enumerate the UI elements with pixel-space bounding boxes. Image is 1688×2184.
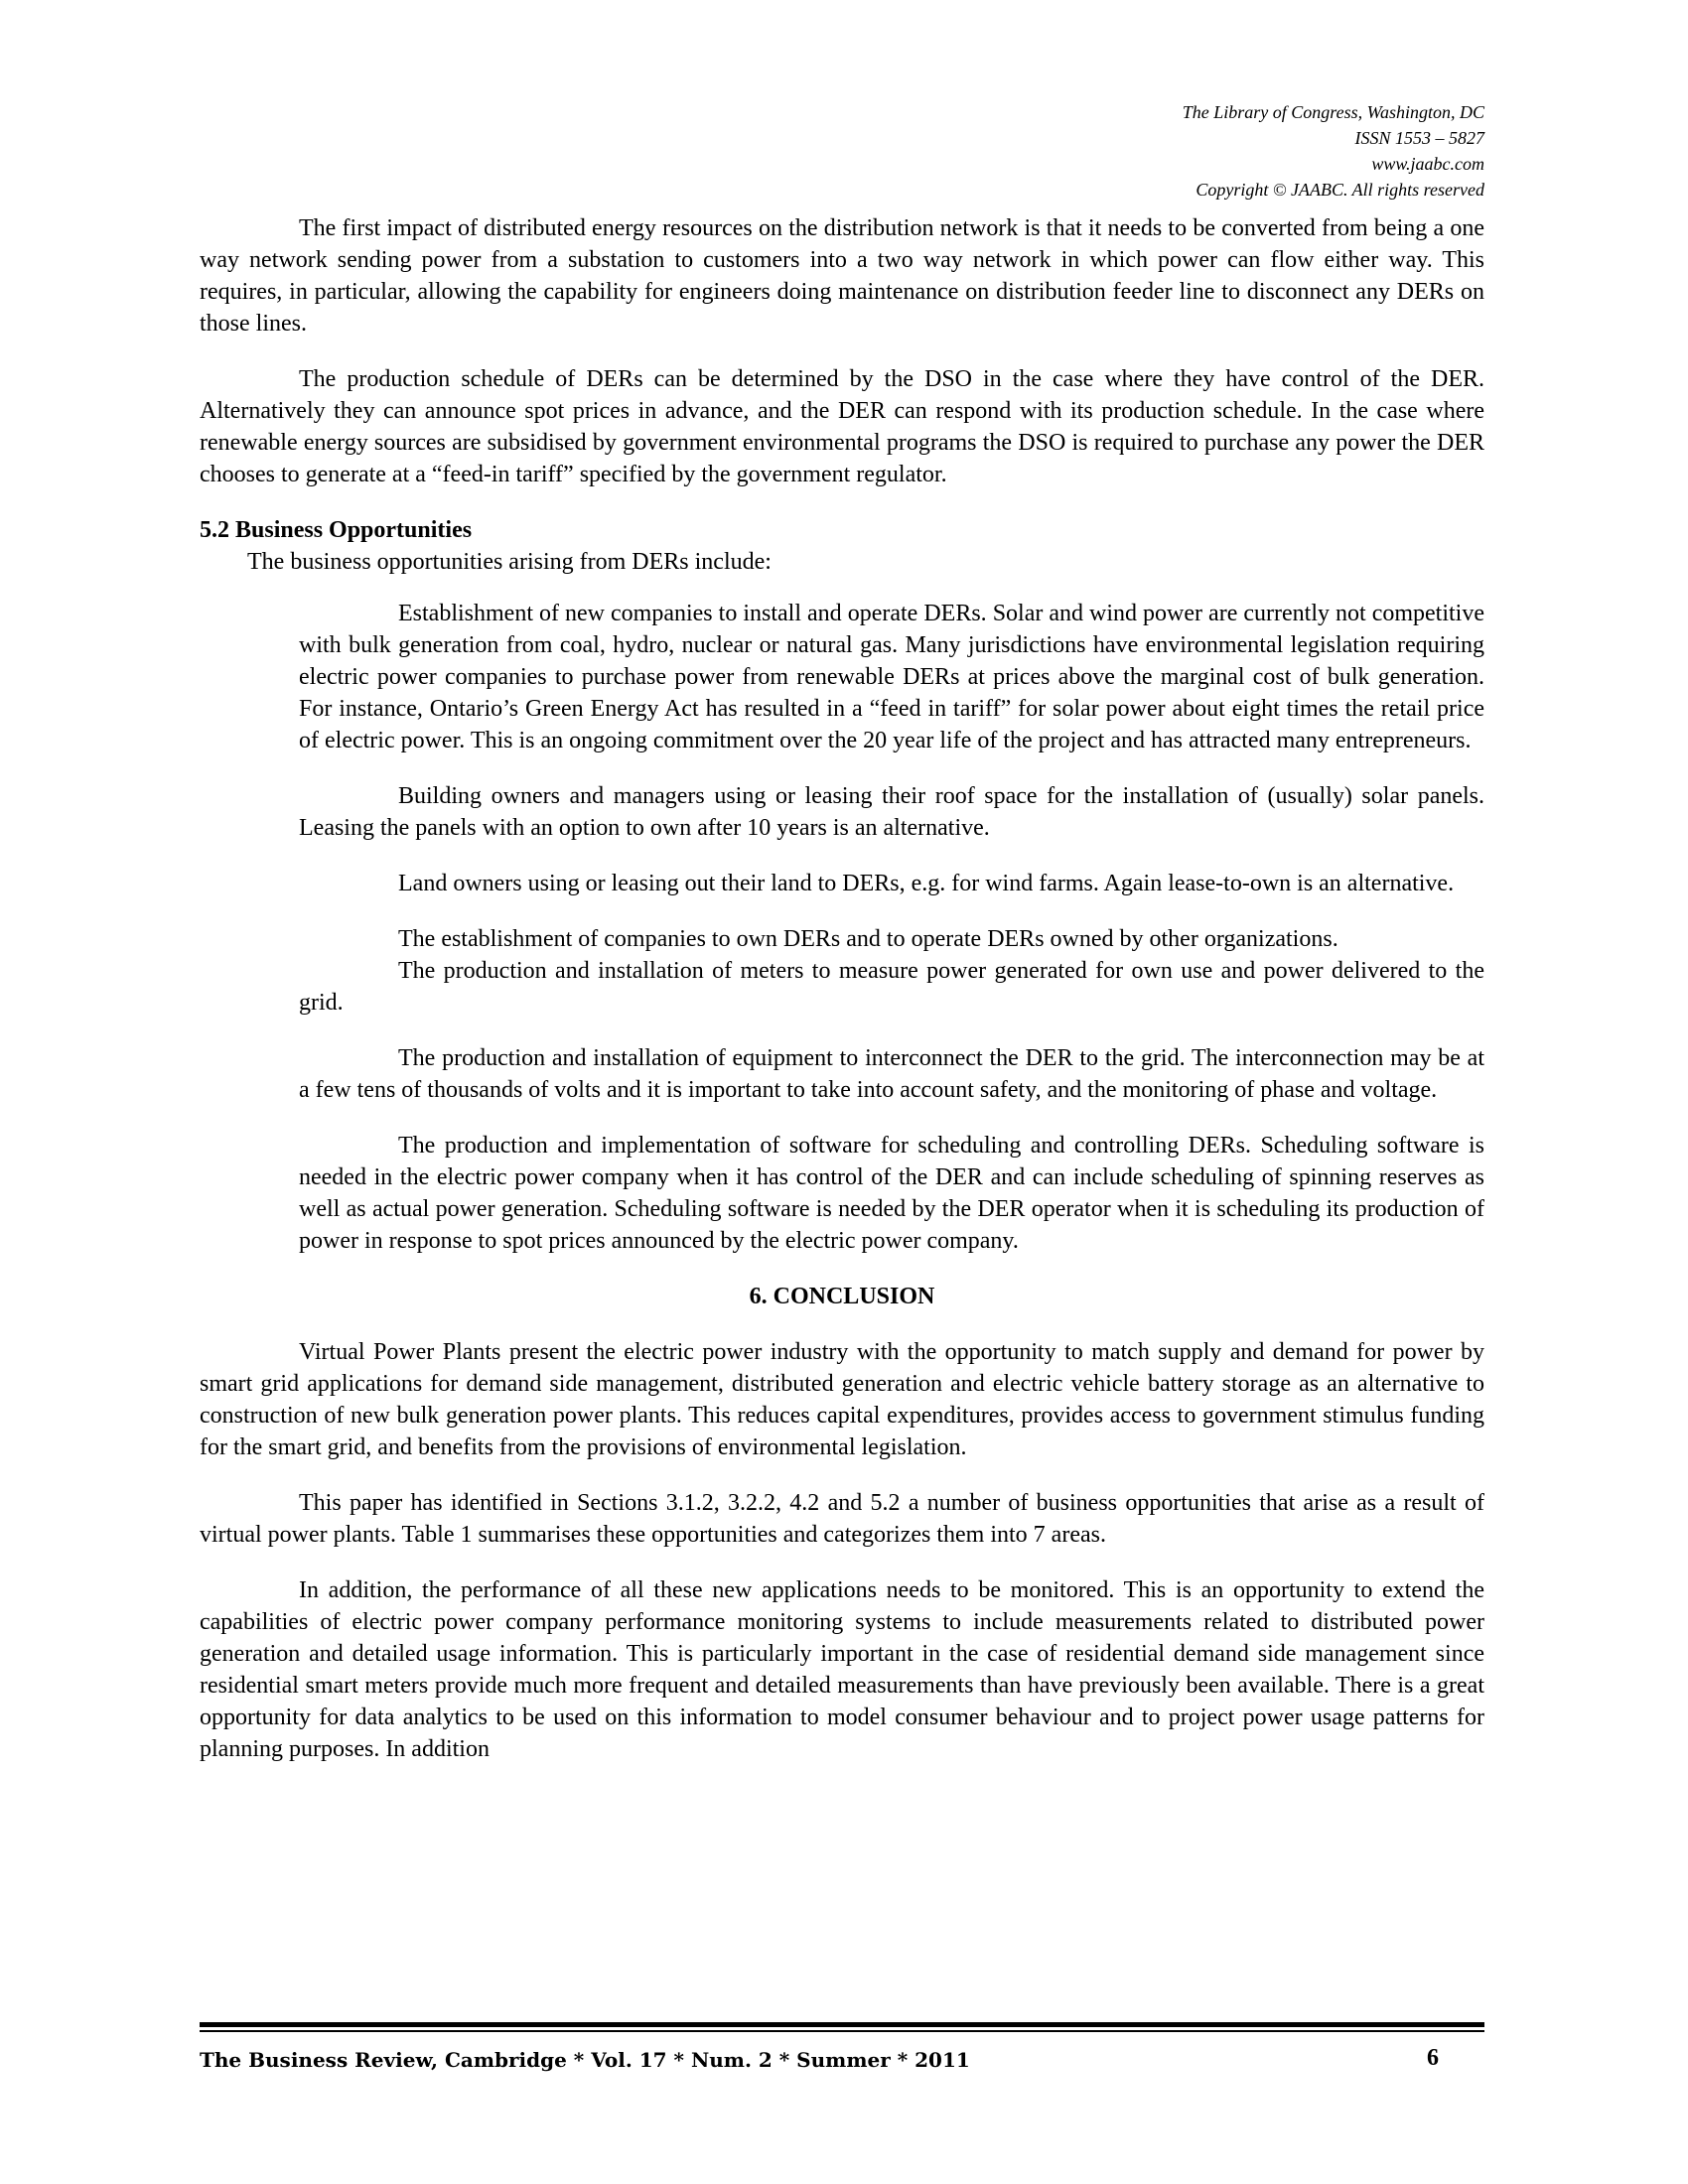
list-item: The establishment of companies to own DERs and to operate DERs owned by other organizations. <box>398 926 1338 952</box>
list-item: Building owners and managers using or leasing their roof space for the installation of (usually) solar panels. Leasing the panels with an option to own after 10 years is an alternative. <box>299 783 1484 841</box>
footer-divider-thick <box>200 2022 1484 2027</box>
footer-divider-thin <box>200 2030 1484 2032</box>
paragraph-production-schedule: The production schedule of DERs can be determined by the DSO in the case where they have control of the DER. Alternatively they can announce spot prices in advance, and the DER can respond with its production schedule. In the case where renewable energy sources are subsidised by government environmental programs the DSO is required to purchase any power the DER chooses to generate at a “feed-in tariff” specified by the government regulator. <box>200 366 1484 487</box>
header-copyright: Copyright © JAABC. All rights reserved <box>1196 180 1484 200</box>
section-intro: The business opportunities arising from DERs include: <box>247 549 772 575</box>
list-item: Land owners using or leasing out their land to DERs, e.g. for wind farms. Again lease-to-own is an alternative. <box>398 871 1455 896</box>
section-heading-conclusion: 6. CONCLUSION <box>749 1284 935 1309</box>
list-item: The production and installation of equipment to interconnect the DER to the grid. The interconnection may be at a few tens of thousands of volts and it is important to take into account safety, and the monitoring of phase and voltage. <box>299 1045 1484 1103</box>
list-item: The production and implementation of software for scheduling and controlling DERs. Scheduling software is needed in the electric power company when it has control of the DER and can include scheduling of spinning reserves as well as actual power generation. Scheduling software is needed by the DER operator when it is scheduling its production of power in response to spot prices announced by the electric power company. <box>299 1133 1484 1254</box>
paragraph-conclusion-vpp: Virtual Power Plants present the electric power industry with the opportunity to match supply and demand for power by smart grid applications for demand side management, distributed generation and electric vehicle battery storage as an alternative to construction of new bulk generation power plants. This reduces capital expenditures, provides access to government stimulus funding for the smart grid, and benefits from the provisions of environmental legislation. <box>200 1339 1484 1460</box>
list-item: Establishment of new companies to install and operate DERs. Solar and wind power are currently not competitive with bulk generation from coal, hydro, nuclear or natural gas. Many jurisdictions have environmental legislation requiring electric power companies to purchase power from renewable DERs at prices above the marginal cost of bulk generation. For instance, Ontario’s Green Energy Act has resulted in a “feed in tariff” for solar power about eight times the retail price of electric power. This is an ongoing commitment over the 20 year life of the project and has attracted many entrepreneurs. <box>299 601 1484 753</box>
footer-journal-citation: The Business Review, Cambridge * Vol. 17 * Num. 2 * Summer * 2011 <box>200 2048 970 2072</box>
paragraph-der-impact: The first impact of distributed energy resources on the distribution network is that it needs to be converted from being a one way network sending power from a substation to customers into a two way network in which power can flow either way. This requires, in particular, allowing the capability for engineers doing maintenance on distribution feeder line to disconnect any DERs on those lines. <box>200 215 1484 337</box>
section-heading-business-opportunities: 5.2 Business Opportunities <box>200 517 473 543</box>
page-header <box>1183 99 1484 203</box>
page-number: 6 <box>1427 2045 1439 2071</box>
list-item: The production and installation of meters to measure power generated for own use and power delivered to the grid. <box>299 958 1484 1016</box>
article-body <box>200 212 1484 1765</box>
paragraph-conclusion-sections: This paper has identified in Sections 3.1.2, 3.2.2, 4.2 and 5.2 a number of business opportunities that arise as a result of virtual power plants. Table 1 summarises these opportunities and categorizes them into 7 areas. <box>200 1490 1484 1548</box>
header-publisher: The Library of Congress, Washington, DC <box>1182 102 1484 122</box>
header-issn: ISSN 1553 – 5827 <box>1354 128 1484 148</box>
header-website: www.jaabc.com <box>1371 154 1484 174</box>
paragraph-conclusion-monitoring: In addition, the performance of all these new applications needs to be monitored. This is an opportunity to extend the capabilities of electric power company performance monitoring systems to include measurements related to distributed power generation and detailed usage information. This is particularly important in the case of residential demand side management since residential smart meters provide much more frequent and detailed measurements than have previously been available. There is a great opportunity for data analytics to be used on this information to model consumer behaviour and to project power usage patterns for planning purposes. In addition <box>200 1577 1484 1762</box>
